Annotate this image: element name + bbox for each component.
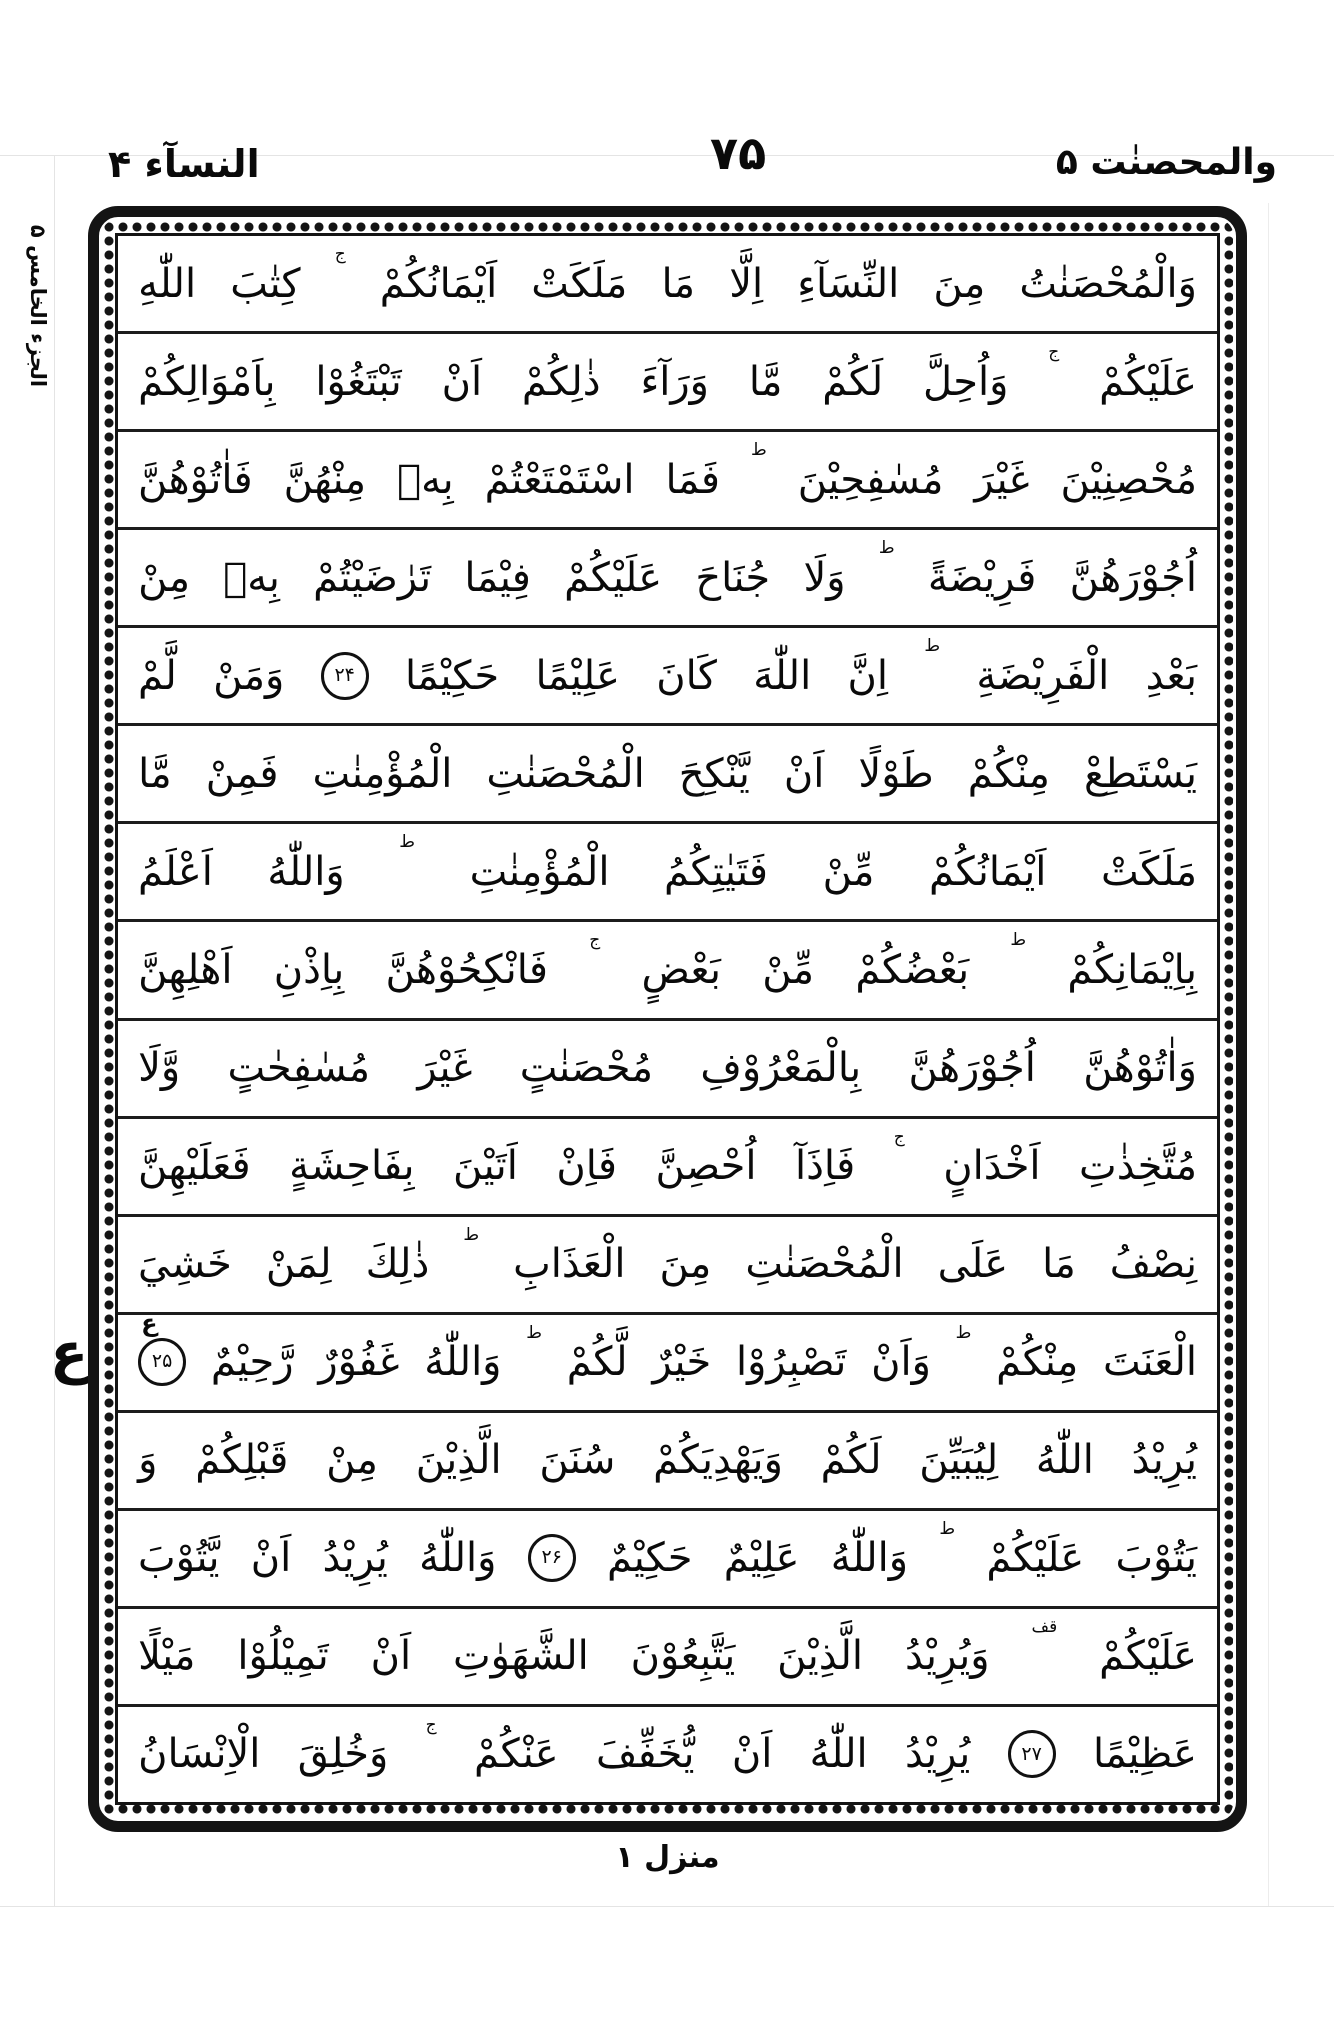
quran-word: وَيَهْدِيَكُمْ xyxy=(653,1437,783,1484)
quran-word: الْاِنْسَانُ xyxy=(138,1731,261,1778)
quran-word: وَلَا xyxy=(803,554,846,601)
quran-word: يَتَّبِعُوْنَ xyxy=(630,1633,736,1680)
mushaf-line-16 xyxy=(118,1704,1217,1802)
waqf-stop-mark: ط xyxy=(750,440,767,461)
quran-word: حَكِيْمٌ xyxy=(606,1535,693,1582)
quran-word: وَاللّٰهُ xyxy=(424,1339,502,1386)
quran-word: اُجُوْرَهُنَّ xyxy=(908,1045,1036,1092)
quran-word: يَّنْكِحَ xyxy=(678,750,750,797)
quran-word: وَمَنْ xyxy=(213,652,285,699)
mushaf-line-14 xyxy=(118,1508,1217,1606)
quran-word: فَاٰتُوْهُنَّ xyxy=(138,456,253,503)
quran-word: مُحْصَنٰتٍ xyxy=(519,1045,654,1092)
quran-word: الْمُحْصَنٰتِ xyxy=(486,750,645,797)
quran-word: مُحْصِنِيْنَ xyxy=(1060,456,1197,503)
quran-word: الْعَنَتَ xyxy=(1103,1339,1197,1386)
quran-word: مِنَ xyxy=(933,260,986,307)
quran-word: غَيْرَ xyxy=(974,456,1030,503)
verse-number-badge xyxy=(528,1534,576,1582)
quran-word: مُسٰفِحِيْنَ xyxy=(797,456,944,503)
quran-word: الْمُؤْمِنٰتِ xyxy=(312,750,453,797)
waqf-stop-mark: ط xyxy=(878,538,895,559)
quran-word: اَنْ xyxy=(441,358,483,405)
quran-word: مَا xyxy=(1042,1241,1076,1288)
quran-word: وَاللّٰهُ xyxy=(419,1535,497,1582)
waqf-stop-mark: ط xyxy=(924,636,941,657)
quran-word: الشَّهَوٰتِ xyxy=(453,1633,589,1680)
quran-word: الْمُؤْمِنٰتِ xyxy=(469,848,610,895)
quran-word: الَّذِيْنَ xyxy=(777,1633,864,1680)
quran-word: الْعَذَابِ xyxy=(513,1241,626,1288)
quran-word: لَكُمْ xyxy=(820,1437,882,1484)
mushaf-line-2 xyxy=(118,331,1217,429)
waqf-stop-mark: ط xyxy=(399,832,416,853)
quran-word: غَفُوْرٌ xyxy=(318,1339,400,1386)
quran-word: وَاَنْ xyxy=(871,1339,931,1386)
quran-word: اَنْ xyxy=(783,750,825,797)
juz-margin-label xyxy=(6,222,70,390)
quran-word: عَلِيْمًا xyxy=(535,652,620,699)
quran-word: مِنْ xyxy=(326,1437,378,1484)
mushaf-line-15 xyxy=(118,1606,1217,1704)
quran-word: اَنْ xyxy=(731,1731,773,1778)
juz-label-text: الجزء الخامس ۵ xyxy=(26,224,51,388)
mushaf-line-11 xyxy=(118,1214,1217,1312)
waqf-stop-mark: ط xyxy=(463,1224,480,1245)
quran-word: فَانْكِحُوْهُنَّ xyxy=(385,946,549,993)
quran-word: فَمِنْ xyxy=(205,750,279,797)
quran-word: اللّٰهَ xyxy=(753,652,812,699)
quran-word: يُرِيْدُ xyxy=(322,1535,388,1582)
quran-word: يَتُوْبَ xyxy=(1115,1535,1197,1582)
quran-word: وَ xyxy=(138,1437,158,1484)
quran-word: ذٰلِكَ xyxy=(365,1241,430,1288)
ain-symbol: ع xyxy=(50,1321,89,1386)
quran-word: يُرِيْدُ xyxy=(1131,1437,1197,1484)
quran-word: كَانَ xyxy=(656,652,717,699)
quran-word: بَعْدِ xyxy=(1145,652,1197,699)
quran-word: مَّا xyxy=(748,358,783,405)
quran-word: مُسٰفِحٰتٍ xyxy=(227,1045,370,1092)
quran-text-area xyxy=(115,233,1220,1805)
quran-word: الْفَرِيْضَةِ xyxy=(976,652,1110,699)
quran-word: لِيُبَيِّنَ xyxy=(919,1437,999,1484)
mushaf-line-12 xyxy=(118,1312,1217,1410)
decorative-border-frame xyxy=(88,206,1247,1832)
quran-word: مِنْكُمْ xyxy=(996,1339,1079,1386)
quran-word: يَسْتَطِعْ xyxy=(1084,750,1197,797)
waqf-stop-mark: ج xyxy=(893,1126,905,1147)
surah-name-header: النسآء ۴ xyxy=(108,142,260,186)
quran-word: فَرِيْضَةً xyxy=(927,554,1037,601)
waqf-stop-mark: ط xyxy=(526,1322,542,1343)
quran-word: فَمَا xyxy=(665,456,720,503)
ruku-end-ain-icon: ع xyxy=(141,1311,158,1338)
quran-word: بِاَمْوَالِكُمْ xyxy=(138,358,276,405)
quran-word: بِاِذْنِ xyxy=(273,946,345,993)
quran-word: اَيْمَانُكُمْ xyxy=(929,848,1047,895)
verse-number: ۲۵ xyxy=(151,1350,173,1373)
quran-word: تَبْتَغُوْا xyxy=(315,358,402,405)
quran-word: عَلَيْكُمْ xyxy=(1099,358,1197,405)
mushaf-line-8 xyxy=(118,919,1217,1017)
quran-word: وَاُحِلَّ xyxy=(923,358,1009,405)
quran-word: فِيْمَا xyxy=(464,554,531,601)
quran-word: اَهْلِهِنَّ xyxy=(138,946,233,993)
waqf-stop-mark: ج xyxy=(334,244,346,264)
quran-word: مِّنْ xyxy=(822,848,875,895)
quran-word: وَّلَا xyxy=(138,1045,181,1092)
quran-word: غَيْرَ xyxy=(417,1045,473,1092)
waqf-stop-mark: ط xyxy=(939,1518,956,1539)
quran-word: مِّنْ xyxy=(762,946,815,993)
quran-word: حَكِيْمًا xyxy=(404,652,500,699)
quran-word: اَنْ xyxy=(370,1633,412,1680)
quran-word: وَيُرِيْدُ xyxy=(904,1633,990,1680)
quran-word: سُنَنَ xyxy=(539,1437,616,1484)
verse-number-badge xyxy=(321,652,369,700)
page-fold-line-right xyxy=(1268,203,1269,1906)
quran-word: النِّسَآءِ xyxy=(797,260,900,307)
waqf-stop-mark: قف xyxy=(1031,1616,1058,1637)
quran-word: اللّٰهِ xyxy=(138,260,197,307)
quran-word: تَرٰضَيْتُمْ xyxy=(313,554,432,601)
verse-number: ۲۴ xyxy=(334,663,355,686)
page-number: ۷۵ xyxy=(710,126,767,180)
quran-word: فَعَلَيْهِنَّ xyxy=(138,1143,251,1190)
page-fold-line-left xyxy=(54,155,55,1906)
quran-word: بِاِيْمَانِكُمْ xyxy=(1067,946,1197,993)
quran-word: مِنَ xyxy=(659,1241,712,1288)
quran-word: يُرِيْدُ xyxy=(904,1731,971,1778)
quran-word: كِتٰبَ xyxy=(230,260,301,307)
quran-word: عَلَى xyxy=(937,1241,1009,1288)
quran-word: مَا xyxy=(661,260,696,307)
quran-word: اسْتَمْتَعْتُمْ xyxy=(484,456,635,503)
quran-word: فَاِنْ xyxy=(556,1143,617,1190)
quran-word: بِفَاحِشَةٍ xyxy=(289,1143,415,1190)
waqf-stop-mark: ط xyxy=(955,1322,972,1343)
quran-word: وَخُلِقَ xyxy=(297,1731,389,1778)
quran-word: ذٰلِكُمْ xyxy=(521,358,601,405)
quran-word: عَلَيْكُمْ xyxy=(1099,1633,1197,1680)
quran-word: فَتَيٰتِكُمُ xyxy=(663,848,769,895)
quran-word: عَظِيْمًا xyxy=(1092,1731,1197,1778)
quran-word: مِنْ xyxy=(138,554,190,601)
quran-word: اِنَّ xyxy=(847,652,889,699)
quran-word: الْمُحْصَنٰتِ xyxy=(745,1241,904,1288)
quran-word: خَيْرٌ xyxy=(652,1339,712,1386)
quran-word: طَوْلًا xyxy=(858,750,934,797)
quran-word: اَيْمَانُكُمْ xyxy=(379,260,498,307)
quran-word: بَعْضٍ xyxy=(641,946,721,993)
manzil-footer: منزل ۱ xyxy=(615,1840,720,1875)
quran-word: مَلَكَتْ xyxy=(531,260,628,307)
quran-word: قَبْلِكُمْ xyxy=(195,1437,289,1484)
quran-word: وَاللّٰهُ xyxy=(267,848,345,895)
bead-ornament-band xyxy=(102,220,1233,1818)
quran-word: بِهٖ xyxy=(397,456,454,503)
quran-word: عَنْكُمْ xyxy=(473,1731,559,1778)
quran-word: مَلَكَتْ xyxy=(1100,848,1197,895)
quran-word: وَاللّٰهُ xyxy=(830,1535,909,1582)
page-fold-line-bottom xyxy=(0,1906,1334,1907)
quran-word: عَلَيْكُمْ xyxy=(564,554,663,601)
waqf-stop-mark: ج xyxy=(425,1714,437,1735)
quran-word: اللّٰهُ xyxy=(1035,1437,1094,1484)
quran-word: اَتَيْنَ xyxy=(453,1143,518,1190)
quran-word: لَكُمْ xyxy=(822,358,884,405)
mushaf-line-10 xyxy=(118,1116,1217,1214)
mushaf-line-1 xyxy=(118,236,1217,331)
quran-word: مَيْلًا xyxy=(138,1633,196,1680)
quran-word: فَاِذَآ xyxy=(794,1143,856,1190)
quran-word: بِهٖ xyxy=(223,554,280,601)
mushaf-line-13 xyxy=(118,1410,1217,1508)
quran-word: يُّخَفِّفَ xyxy=(595,1731,695,1778)
verse-number-badge xyxy=(138,1311,186,1386)
quran-word: الَّذِيْنَ xyxy=(415,1437,502,1484)
quran-word: لَّمْ xyxy=(138,652,177,699)
verse-number-badge xyxy=(1008,1730,1056,1778)
quran-word: تَصْبِرُوْا xyxy=(735,1339,847,1386)
quran-word: جُنَاحَ xyxy=(695,554,771,601)
waqf-stop-mark: ط xyxy=(1010,930,1027,951)
quran-word: عَلَيْكُمْ xyxy=(986,1535,1085,1582)
quran-word: تَمِيْلُوْا xyxy=(237,1633,329,1680)
quran-word: رَّحِيْمٌ xyxy=(210,1339,294,1386)
quran-word: نِصْفُ xyxy=(1109,1241,1197,1288)
quran-word: خَشِيَ xyxy=(138,1241,232,1288)
quran-word: لَّكُمْ xyxy=(566,1339,628,1386)
mushaf-line-3 xyxy=(118,429,1217,527)
waqf-stop-mark: ج xyxy=(1048,342,1060,363)
quran-word: مِنْكُمْ xyxy=(967,750,1050,797)
quran-word: مِنْهُنَّ xyxy=(283,456,367,503)
quran-word: اَعْلَمُ xyxy=(138,848,213,895)
quran-word: اَخْدَانٍ xyxy=(943,1143,1041,1190)
mushaf-line-5 xyxy=(118,625,1217,723)
mushaf-line-4 xyxy=(118,527,1217,625)
mushaf-line-6 xyxy=(118,723,1217,821)
quran-word: اِلَّا xyxy=(729,260,764,307)
waqf-stop-mark: ج xyxy=(589,930,601,951)
section-name-header: والمحصنٰت ۵ xyxy=(1055,142,1277,183)
quran-word: اُحْصِنَّ xyxy=(655,1143,757,1190)
quran-word: يَّتُوْبَ xyxy=(138,1535,220,1582)
quran-word: وَرَآءَ xyxy=(640,358,709,405)
quran-word: مُتَّخِذٰتِ xyxy=(1079,1143,1197,1190)
verse-number: ۲۷ xyxy=(1021,1742,1042,1765)
quran-word: اُجُوْرَهُنَّ xyxy=(1069,554,1197,601)
quran-word: بَعْضُكُمْ xyxy=(855,946,970,993)
mushaf-line-7 xyxy=(118,821,1217,919)
quran-word: بِالْمَعْرُوْفِ xyxy=(700,1045,862,1092)
quran-word: اَنْ xyxy=(250,1535,292,1582)
quran-word: عَلِيْمٌ xyxy=(723,1535,800,1582)
quran-word: لِمَنْ xyxy=(265,1241,332,1288)
mushaf-line-9 xyxy=(118,1018,1217,1116)
quran-word: اللّٰهُ xyxy=(809,1731,868,1778)
quran-word: مَّا xyxy=(138,750,172,797)
quran-word: وَاٰتُوْهُنَّ xyxy=(1083,1045,1197,1092)
verse-number: ۲۶ xyxy=(541,1546,562,1569)
quran-word: وَالْمُحْصَنٰتُ xyxy=(1019,260,1197,307)
